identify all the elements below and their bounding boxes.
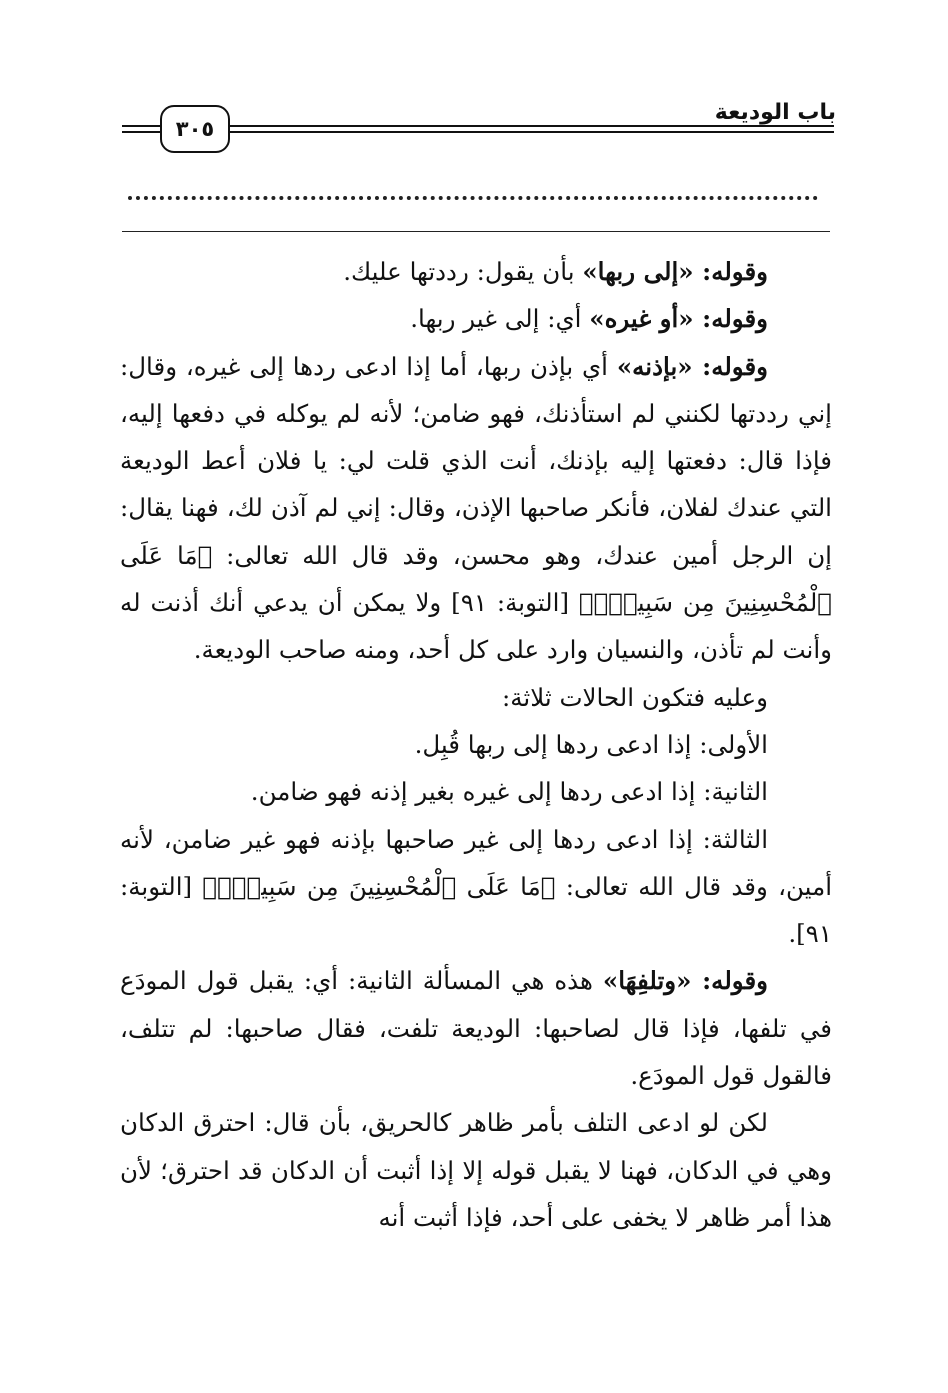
text-separator	[122, 231, 830, 232]
main-text	[120, 248, 832, 1241]
paragraph	[120, 248, 832, 295]
paragraph	[120, 816, 832, 958]
paragraph-lead: وقوله: «بإذنه»	[616, 351, 768, 381]
paragraph-text: وعليه فتكون الحالات ثلاثة:	[502, 682, 768, 712]
paragraph-text: الثانية: إذا ادعى ردها إلى غيره بغير إذنه فهو ضامن.	[250, 777, 768, 807]
paragraph-text: أي بإذن ربها، أما إذا ادعى ردها إلى غيره، وقال: إني رددتها لكنني لم استأذنك، فهو ضامن؛ لأنه لم يوكله في دفعها إليه، فإذا قال: دفعتها إليه بإذنك، أنت الذي قلت لي: يا فلان أعط الوديعة التي عندك لفلان، فأنكر صاحبها الإذن، وقال: إني لم آذن لك، فهنا يقال: إن الرجل أمين عندك، وهو محسن، وقد قال الله تعالى: ﴿مَا عَلَى ٱلْمُحْسِنِينَ مِن سَبِيلٍۚ﴾ [التوبة: ٩١] ولا يمكن أن يدعي أنك أذنت له وأنت لم تأذن، والنسيان وارد على كل أحد، ومنه صاحب الوديعة.	[120, 351, 832, 665]
paragraph-text: لكن لو ادعى التلف بأمر ظاهر كالحريق، بأن قال: احترق الدكان وهي في الدكان، فهنا لا يقبل قوله إلا إذا أثبت أن الدكان قد احترق؛ لأن هذا أمر ظاهر لا يخفى على أحد، فإذا أثبت أنه	[120, 1108, 832, 1232]
paragraph	[120, 957, 832, 1099]
paragraph	[120, 1099, 832, 1241]
header-double-rule	[228, 125, 834, 133]
paragraph	[120, 674, 832, 721]
paragraph-text: أي: إلى غير ربها.	[410, 304, 590, 334]
paragraph	[120, 343, 832, 674]
paragraph-text: الثالثة: إذا ادعى ردها إلى غير صاحبها بإذنه فهو غير ضامن، لأنه أمين، وقد قال الله تعالى: ﴿مَا عَلَى ٱلْمُحْسِنِينَ مِن سَبِيلٍۚ﴾ [التوبة: ٩١].	[120, 824, 832, 949]
dotted-divider	[128, 196, 818, 200]
header-double-rule-left	[122, 125, 162, 133]
paragraph-lead: وقوله: «وتلفِهَا»	[602, 966, 768, 996]
page-number: ٣٠٥	[160, 105, 230, 153]
paragraph	[120, 768, 832, 815]
paragraph	[120, 295, 832, 342]
paragraph-lead: وقوله: «أو غيره»	[589, 304, 768, 334]
running-title: باب الوديعة	[714, 100, 836, 125]
paragraph	[120, 721, 832, 768]
paragraph-text: الأولى: إذا ادعى ردها إلى ربها قُبِل.	[414, 729, 768, 759]
paragraph-lead: وقوله: «إلى ربها»	[582, 257, 768, 286]
paragraph-text: هذه هي المسألة الثانية: أي: يقبل قول المودَع في تلفها، فإذا قال لصاحبها: الوديعة تلفت، فقال صاحبها: لم تتلف، فالقول قول المودَع.	[120, 966, 832, 1091]
paragraph-text: بأن يقول: رددتها عليك.	[343, 257, 583, 286]
